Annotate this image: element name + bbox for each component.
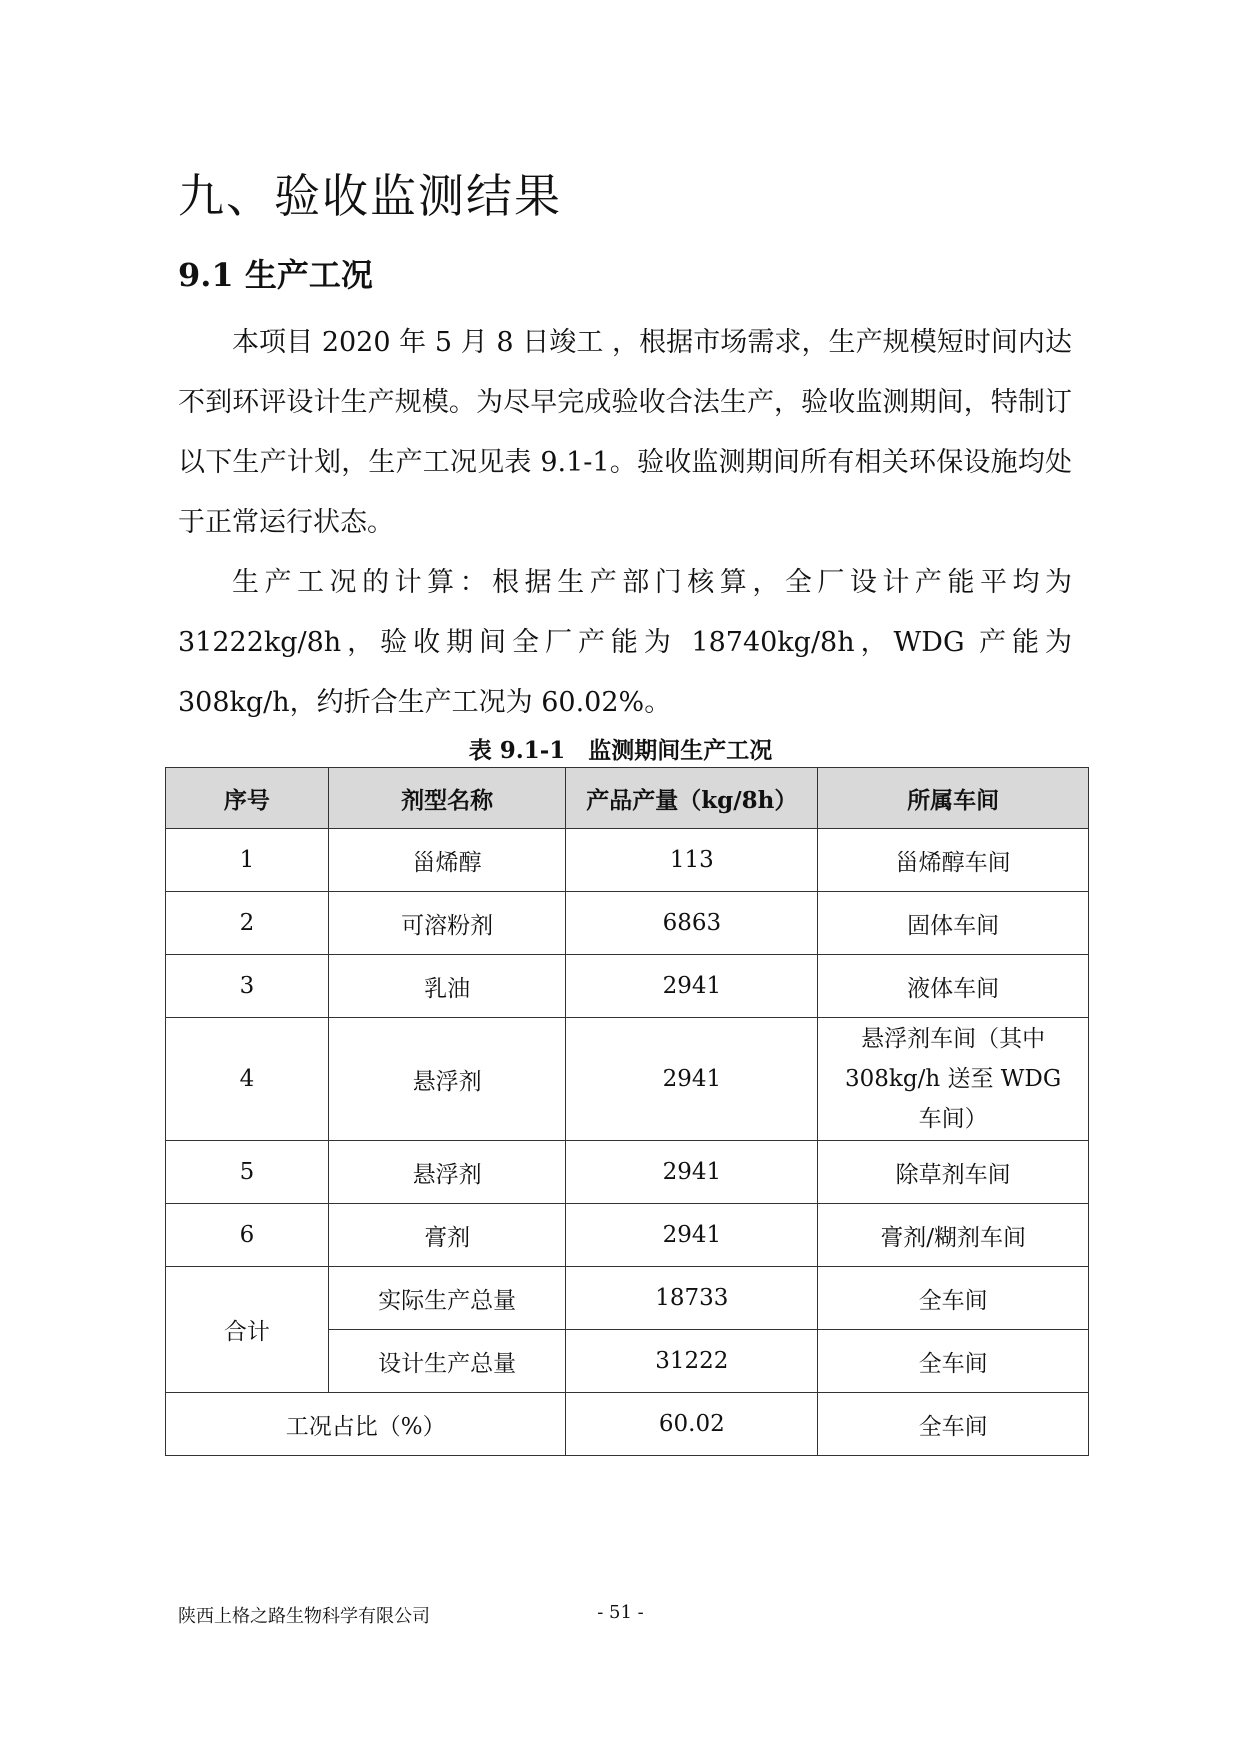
cell-total-type: 实际生产总量 <box>328 1267 566 1330</box>
cell-total-type: 设计生产总量 <box>328 1330 566 1393</box>
section-title: 9.1 生产工况 <box>178 256 373 294</box>
header-workshop: 所属车间 <box>818 768 1089 829</box>
table-header-row <box>166 768 1089 829</box>
table-row <box>166 1141 1089 1204</box>
cell-ratio-value: 60.02 <box>566 1393 818 1456</box>
cell-total-output: 31222 <box>566 1330 818 1393</box>
cell-workshop: 膏剂/糊剂车间 <box>818 1204 1089 1267</box>
cell-total-workshop: 全车间 <box>818 1330 1089 1393</box>
header-output: 产品产量（kg/8h） <box>566 768 818 829</box>
cell-formulation: 膏剂 <box>328 1204 566 1267</box>
cell-output: 113 <box>566 829 818 892</box>
cell-index: 5 <box>166 1141 329 1204</box>
cell-formulation: 悬浮剂 <box>328 1018 566 1141</box>
table-caption: 表 9.1-1 监测期间生产工况 <box>468 737 773 764</box>
table-row-total-actual <box>166 1267 1089 1330</box>
chapter-title: 九、验收监测结果 <box>178 169 562 223</box>
table-row <box>166 1204 1089 1267</box>
cell-output: 2941 <box>566 1141 818 1204</box>
cell-formulation: 甾烯醇 <box>328 829 566 892</box>
cell-formulation: 乳油 <box>328 955 566 1018</box>
cell-output: 6863 <box>566 892 818 955</box>
cell-index: 2 <box>166 892 329 955</box>
cell-total-label: 合计 <box>166 1267 329 1393</box>
cell-output: 2941 <box>566 1018 818 1141</box>
footer-company: 陕西上格之路生物科学有限公司 <box>178 1606 430 1627</box>
cell-index: 1 <box>166 829 329 892</box>
cell-formulation: 悬浮剂 <box>328 1141 566 1204</box>
page-number: - 51 - <box>597 1602 644 1623</box>
cell-total-output: 18733 <box>566 1267 818 1330</box>
cell-index: 3 <box>166 955 329 1018</box>
table-row-ratio <box>166 1393 1089 1456</box>
cell-workshop: 液体车间 <box>818 955 1089 1018</box>
table-row <box>166 829 1089 892</box>
cell-formulation: 可溶粉剂 <box>328 892 566 955</box>
cell-output: 2941 <box>566 955 818 1018</box>
header-index: 序号 <box>166 768 329 829</box>
cell-index: 4 <box>166 1018 329 1141</box>
cell-index: 6 <box>166 1204 329 1267</box>
cell-ratio-label: 工况占比（%） <box>166 1393 566 1456</box>
paragraph-production-plan: 本项目 2020 年 5 月 8 日竣工 ，根据市场需求，生产规模短时间内达不到环评设计生产规模。为尽早完成验收合法生产，验收监测期间，特制订以下生产计划，生产工况见表 9.1-1。验收监测期间所有相关环保设施均处于正常运行状态。 <box>178 327 1072 538</box>
cell-workshop: 悬浮剂车间（其中 308kg/h 送至 WDG 车间） <box>818 1018 1089 1141</box>
paragraph-capacity-calculation: 生产工况的计算：根据生产部门核算，全厂设计产能平均为 31222kg/8h，验收期间全厂产能为 18740kg/8h，WDG 产能为 308kg/h，约折合生产工况为 60.02%。 <box>178 567 1072 718</box>
cell-total-workshop: 全车间 <box>818 1267 1089 1330</box>
cell-workshop: 固体车间 <box>818 892 1089 955</box>
table-row <box>166 1018 1089 1141</box>
table-row <box>166 955 1089 1018</box>
production-conditions-table <box>165 767 1089 1456</box>
header-formulation: 剂型名称 <box>328 768 566 829</box>
cell-workshop: 除草剂车间 <box>818 1141 1089 1204</box>
table-row <box>166 892 1089 955</box>
cell-output: 2941 <box>566 1204 818 1267</box>
cell-ratio-workshop: 全车间 <box>818 1393 1089 1456</box>
cell-workshop: 甾烯醇车间 <box>818 829 1089 892</box>
